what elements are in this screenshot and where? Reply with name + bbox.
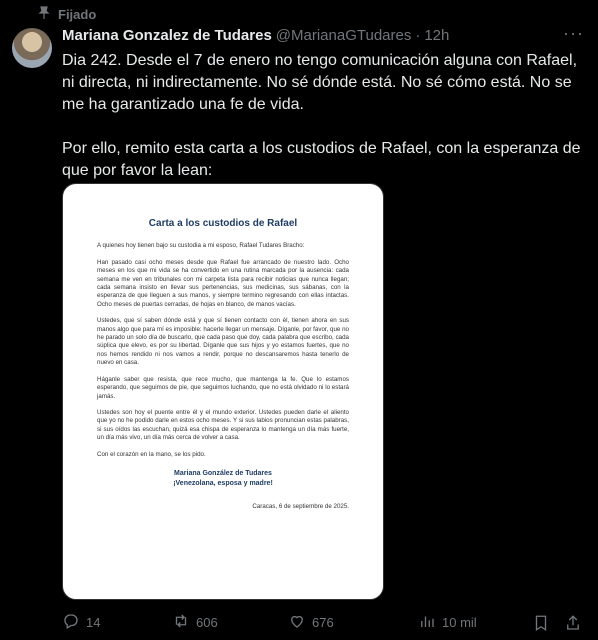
- tweet-text: Dia 242. Desde el 7 de enero no tengo comunicación alguna con Rafael, ni directa, ni indirectamente. No sé dónde está. No sé cómo está. No se me ha garantizado una fe de vida. Por ello, remito esta carta a los custodios de Rafael, con la esperanza de que por favor la lean:: [62, 52, 581, 179]
- reply-count: 14: [86, 615, 101, 630]
- reply-button[interactable]: [62, 612, 172, 633]
- reply-icon: [62, 612, 80, 633]
- letter-signature: [97, 469, 349, 489]
- views-button[interactable]: [418, 612, 528, 633]
- letter-paragraph: Háganle saber que resista, que rece mucho, que mantenga la fe. Que lo estamos esperando, que seguimos de pie, que seguimos luchando, que no está olvidado ni lo estará jamás.: [97, 375, 349, 400]
- bookmark-icon[interactable]: [532, 614, 550, 632]
- repost-icon: [172, 612, 190, 633]
- action-bar: [62, 612, 582, 633]
- pin-icon: [38, 6, 50, 23]
- author-name[interactable]: Mariana Gonzalez de Tudares: [62, 27, 272, 44]
- more-icon[interactable]: ···: [563, 23, 584, 43]
- views-count: 10 mil: [442, 615, 477, 630]
- letter-paragraph: Ustedes, que sí saben dónde está y que sí tienen contacto con él, tienen ahora en sus manos algo que para mí es imposible: hacerle llegar un mensaje. Díganle, por favor, que no he parado un solo día de buscarlo, que cada paso que doy, cada palabra que escribo, cada súplica que elevo, es por su libertad. Díganle que sus hijos y yo estamos fuertes, que no nos hemos rendido ni nos vamos a rendir, porque no descansaremos hasta tenerlo de nuevo en casa.: [97, 317, 349, 367]
- signature-tagline: ¡Venezolana, esposa y madre!: [173, 479, 273, 487]
- repost-button[interactable]: [172, 612, 288, 633]
- like-button[interactable]: [288, 612, 418, 633]
- avatar[interactable]: [12, 28, 52, 68]
- letter-paragraph: Han pasado casi ocho meses desde que Rafael fue arrancado de nuestro lado. Ocho meses en los que mi vida se ha convertido en una rutina marcada por la ausencia: cada semana me ven en tribunales con mi carpeta lista para recibir noticias que nunca llegan; cada semana insisto en llevar sus pertenencias, sus medicinas, sus sábanas, con la esperanza de que lleguen a sus manos, y siempre termino regresando con ellas intactas. Ocho meses de puertas cerradas, de hojas en blanco, de manos vacías.: [97, 258, 349, 308]
- letter-title: Carta a los custodios de Rafael: [148, 218, 298, 229]
- tweet-header: [62, 27, 586, 44]
- secondary-actions: [532, 614, 582, 632]
- letter-date: Caracas, 6 de septiembre de 2025.: [252, 502, 349, 510]
- letter-paragraph: Ustedes son hoy el puente entre él y el mundo exterior. Ustedes pueden darle el aliento que yo no he podido darle en estos ocho meses. Y si sus labios pronuncian estas palabras, si sus oídos las escuchan, quizá esa chispa de esperanza lo mantenga un día más fuerte, un día más vivo, un día más cerca de volver a casa.: [97, 408, 349, 442]
- signature-name: Mariana González de Tudares: [174, 469, 272, 477]
- author-handle[interactable]: @MarianaGTudares: [275, 27, 412, 44]
- like-count: 676: [312, 615, 334, 630]
- pinned-label: Fijado: [58, 7, 97, 22]
- like-icon: [288, 612, 306, 633]
- repost-count: 606: [196, 615, 218, 630]
- letter: [97, 220, 349, 511]
- share-icon[interactable]: [564, 614, 582, 632]
- separator: ·: [415, 27, 421, 44]
- pinned-indicator: [38, 6, 96, 23]
- letter-paragraph: Con el corazón en la mano, se los pido.: [97, 450, 206, 458]
- timestamp[interactable]: 12h: [424, 27, 450, 44]
- letter-paragraph: A quienes hoy tienen bajo su custodia a mi esposo, Rafael Tudares Bracho:: [97, 242, 305, 250]
- attached-image[interactable]: [62, 183, 384, 600]
- views-icon: [418, 612, 436, 633]
